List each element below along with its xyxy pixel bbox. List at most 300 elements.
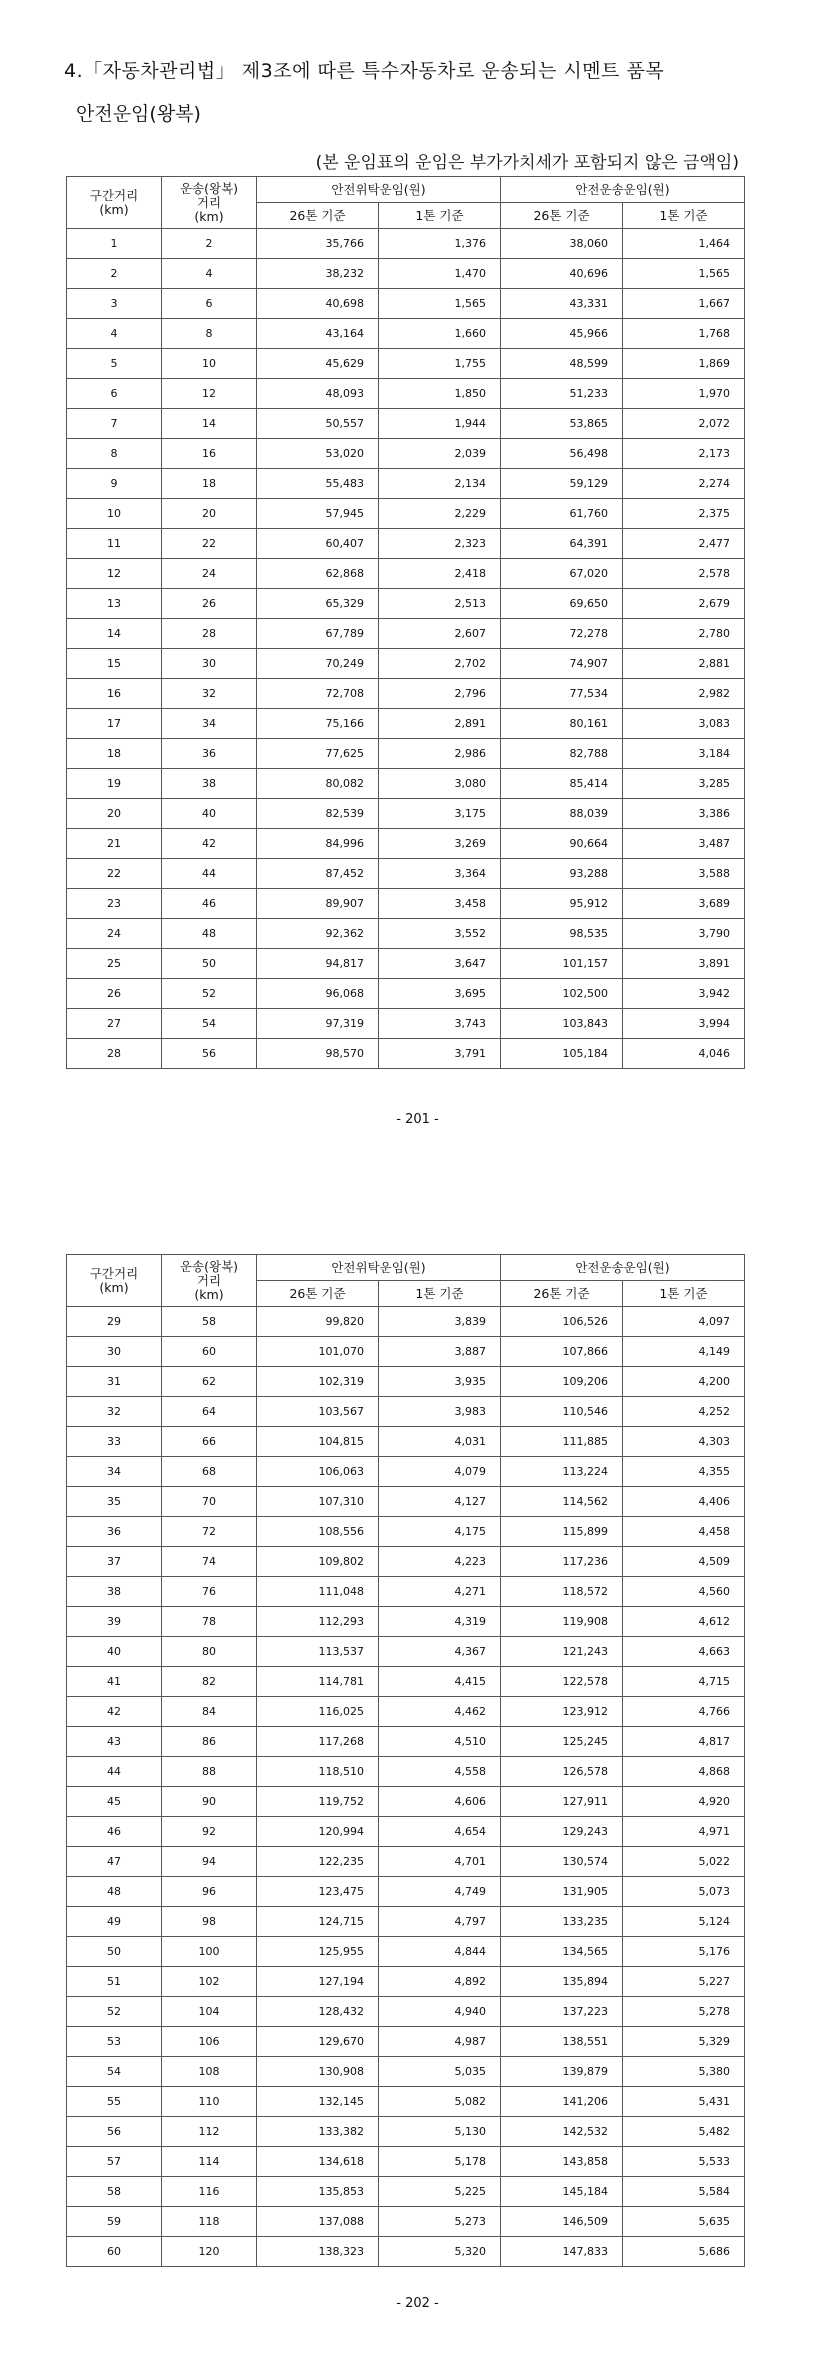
cell-transport-26t: 77,534 [501,679,623,709]
cell-consign-26t: 113,537 [257,1637,379,1667]
cell-haul-distance: 86 [162,1727,257,1757]
cell-consign-26t: 40,698 [257,289,379,319]
cell-haul-distance: 70 [162,1487,257,1517]
cell-transport-1t: 5,176 [623,1937,745,1967]
cell-transport-26t: 133,235 [501,1907,623,1937]
cell-consign-26t: 109,802 [257,1547,379,1577]
cell-haul-distance: 52 [162,979,257,1009]
cell-transport-26t: 98,535 [501,919,623,949]
table-row [67,1787,745,1817]
cell-transport-26t: 142,532 [501,2117,623,2147]
cell-consign-1t: 2,986 [379,739,501,769]
cell-consign-26t: 112,293 [257,1607,379,1637]
cell-section-distance: 37 [67,1547,162,1577]
cell-transport-26t: 131,905 [501,1877,623,1907]
table-row [67,619,745,649]
cell-consign-26t: 120,994 [257,1817,379,1847]
table-row [67,1397,745,1427]
cell-consign-1t: 3,175 [379,799,501,829]
header-consign-rate: 안전위탁운임(원) [257,1255,501,1281]
cell-consign-26t: 70,249 [257,649,379,679]
cell-transport-1t: 4,046 [623,1039,745,1069]
cell-transport-1t: 2,982 [623,679,745,709]
cell-section-distance: 25 [67,949,162,979]
cell-transport-1t: 3,790 [623,919,745,949]
cell-consign-1t: 4,606 [379,1787,501,1817]
cell-section-distance: 29 [67,1307,162,1337]
cell-consign-26t: 72,708 [257,679,379,709]
cell-haul-distance: 22 [162,529,257,559]
cell-transport-1t: 4,560 [623,1577,745,1607]
cell-transport-1t: 3,386 [623,799,745,829]
table-row [67,1997,745,2027]
cell-haul-distance: 104 [162,1997,257,2027]
table-row [67,1817,745,1847]
cell-transport-26t: 145,184 [501,2177,623,2207]
cell-consign-26t: 50,557 [257,409,379,439]
cell-haul-distance: 80 [162,1637,257,1667]
cell-consign-26t: 133,382 [257,2117,379,2147]
table-row [67,2207,745,2237]
cell-section-distance: 17 [67,709,162,739]
cell-consign-1t: 2,134 [379,469,501,499]
cell-haul-distance: 120 [162,2237,257,2267]
cell-haul-distance: 66 [162,1427,257,1457]
cell-section-distance: 49 [67,1907,162,1937]
cell-transport-26t: 43,331 [501,289,623,319]
cell-consign-26t: 101,070 [257,1337,379,1367]
table-row [67,409,745,439]
table-row [67,529,745,559]
cell-transport-26t: 127,911 [501,1787,623,1817]
cell-section-distance: 46 [67,1817,162,1847]
cell-transport-26t: 129,243 [501,1817,623,1847]
cell-transport-1t: 2,679 [623,589,745,619]
cell-transport-26t: 74,907 [501,649,623,679]
table-row [67,349,745,379]
cell-transport-1t: 5,533 [623,2147,745,2177]
cell-consign-1t: 4,367 [379,1637,501,1667]
cell-transport-1t: 4,355 [623,1457,745,1487]
cell-consign-26t: 99,820 [257,1307,379,1337]
cell-transport-1t: 5,686 [623,2237,745,2267]
cell-transport-1t: 3,184 [623,739,745,769]
cell-transport-26t: 110,546 [501,1397,623,1427]
cell-consign-26t: 65,329 [257,589,379,619]
cell-haul-distance: 18 [162,469,257,499]
cell-transport-1t: 4,303 [623,1427,745,1457]
cell-haul-distance: 108 [162,2057,257,2087]
header-haul-distance: 운송(왕복) 거리 (km) [162,1255,257,1307]
cell-haul-distance: 102 [162,1967,257,1997]
cell-haul-distance: 6 [162,289,257,319]
cell-transport-26t: 137,223 [501,1997,623,2027]
cell-section-distance: 44 [67,1757,162,1787]
cell-section-distance: 60 [67,2237,162,2267]
cell-consign-1t: 2,796 [379,679,501,709]
cell-haul-distance: 96 [162,1877,257,1907]
cell-haul-distance: 64 [162,1397,257,1427]
table-row [67,2117,745,2147]
cell-consign-1t: 1,660 [379,319,501,349]
cell-consign-26t: 123,475 [257,1877,379,1907]
table-row [67,1877,745,1907]
cell-haul-distance: 60 [162,1337,257,1367]
cell-section-distance: 7 [67,409,162,439]
cell-section-distance: 12 [67,559,162,589]
cell-consign-26t: 98,570 [257,1039,379,1069]
cell-consign-26t: 130,908 [257,2057,379,2087]
table-row [67,319,745,349]
cell-consign-1t: 4,415 [379,1667,501,1697]
cell-transport-26t: 45,966 [501,319,623,349]
header-section-distance: 구간거리 (km) [67,177,162,229]
header-transport-rate: 안전운송운임(원) [501,177,745,203]
cell-haul-distance: 42 [162,829,257,859]
cell-section-distance: 6 [67,379,162,409]
cell-transport-1t: 3,285 [623,769,745,799]
cell-section-distance: 33 [67,1427,162,1457]
cell-section-distance: 31 [67,1367,162,1397]
cell-transport-26t: 114,562 [501,1487,623,1517]
table-row [67,2147,745,2177]
cell-section-distance: 22 [67,859,162,889]
section-heading: 4.「자동차관리법」 제3조에 따른 특수자동차로 운송되는 시멘트 품목 [64,60,665,82]
table-row [67,1547,745,1577]
table-row [67,1757,745,1787]
cell-haul-distance: 100 [162,1937,257,1967]
cell-section-distance: 36 [67,1517,162,1547]
cell-transport-1t: 5,022 [623,1847,745,1877]
cell-transport-1t: 4,663 [623,1637,745,1667]
table-row [67,379,745,409]
cell-haul-distance: 26 [162,589,257,619]
cell-consign-26t: 67,789 [257,619,379,649]
table-row [67,2027,745,2057]
cell-consign-1t: 4,462 [379,1697,501,1727]
rate-table-page-201 [66,176,745,1069]
table-row [67,949,745,979]
cell-haul-distance: 110 [162,2087,257,2117]
cell-transport-26t: 48,599 [501,349,623,379]
cell-section-distance: 24 [67,919,162,949]
cell-transport-1t: 2,881 [623,649,745,679]
cell-consign-1t: 5,082 [379,2087,501,2117]
cell-transport-1t: 4,200 [623,1367,745,1397]
cell-consign-26t: 132,145 [257,2087,379,2117]
cell-section-distance: 10 [67,499,162,529]
cell-transport-1t: 5,124 [623,1907,745,1937]
table-row [67,1637,745,1667]
cell-haul-distance: 12 [162,379,257,409]
cell-section-distance: 5 [67,349,162,379]
cell-transport-1t: 1,869 [623,349,745,379]
cell-consign-26t: 84,996 [257,829,379,859]
cell-section-distance: 34 [67,1457,162,1487]
cell-transport-1t: 4,766 [623,1697,745,1727]
cell-consign-26t: 53,020 [257,439,379,469]
cell-transport-26t: 59,129 [501,469,623,499]
cell-section-distance: 1 [67,229,162,259]
table-row [67,1907,745,1937]
cell-transport-1t: 2,274 [623,469,745,499]
cell-transport-1t: 1,565 [623,259,745,289]
cell-consign-26t: 92,362 [257,919,379,949]
cell-consign-26t: 107,310 [257,1487,379,1517]
cell-consign-1t: 3,080 [379,769,501,799]
table-row [67,469,745,499]
cell-consign-26t: 43,164 [257,319,379,349]
cell-section-distance: 27 [67,1009,162,1039]
cell-consign-1t: 4,319 [379,1607,501,1637]
cell-haul-distance: 14 [162,409,257,439]
cell-consign-26t: 45,629 [257,349,379,379]
cell-section-distance: 19 [67,769,162,799]
table-row [67,229,745,259]
cell-transport-26t: 38,060 [501,229,623,259]
cell-consign-1t: 3,935 [379,1367,501,1397]
cell-section-distance: 20 [67,799,162,829]
table-row [67,1517,745,1547]
cell-transport-1t: 3,689 [623,889,745,919]
cell-section-distance: 11 [67,529,162,559]
cell-section-distance: 55 [67,2087,162,2117]
cell-transport-26t: 130,574 [501,1847,623,1877]
cell-section-distance: 51 [67,1967,162,1997]
table-row [67,1009,745,1039]
cell-transport-1t: 4,097 [623,1307,745,1337]
cell-transport-26t: 40,696 [501,259,623,289]
cell-transport-26t: 111,885 [501,1427,623,1457]
cell-section-distance: 13 [67,589,162,619]
cell-consign-1t: 5,225 [379,2177,501,2207]
cell-consign-1t: 4,654 [379,1817,501,1847]
page-number-202: - 202 - [396,2296,439,2311]
cell-transport-26t: 80,161 [501,709,623,739]
cell-consign-26t: 94,817 [257,949,379,979]
cell-transport-1t: 5,482 [623,2117,745,2147]
cell-consign-26t: 138,323 [257,2237,379,2267]
rate-table-page-202 [66,1254,745,2267]
cell-consign-26t: 97,319 [257,1009,379,1039]
cell-consign-1t: 4,223 [379,1547,501,1577]
cell-section-distance: 3 [67,289,162,319]
cell-consign-26t: 116,025 [257,1697,379,1727]
cell-transport-1t: 4,817 [623,1727,745,1757]
cell-transport-1t: 5,380 [623,2057,745,2087]
cell-consign-26t: 60,407 [257,529,379,559]
cell-section-distance: 54 [67,2057,162,2087]
cell-haul-distance: 44 [162,859,257,889]
table-row [67,289,745,319]
cell-consign-26t: 35,766 [257,229,379,259]
cell-section-distance: 50 [67,1937,162,1967]
cell-section-distance: 43 [67,1727,162,1757]
cell-transport-26t: 85,414 [501,769,623,799]
table-row [67,919,745,949]
cell-transport-26t: 67,020 [501,559,623,589]
cell-transport-26t: 95,912 [501,889,623,919]
cell-transport-1t: 1,970 [623,379,745,409]
cell-consign-1t: 4,797 [379,1907,501,1937]
cell-consign-1t: 3,839 [379,1307,501,1337]
cell-consign-26t: 102,319 [257,1367,379,1397]
cell-consign-26t: 118,510 [257,1757,379,1787]
cell-haul-distance: 118 [162,2207,257,2237]
cell-consign-26t: 127,194 [257,1967,379,1997]
cell-consign-1t: 4,127 [379,1487,501,1517]
cell-transport-26t: 138,551 [501,2027,623,2057]
cell-haul-distance: 114 [162,2147,257,2177]
cell-haul-distance: 88 [162,1757,257,1787]
header-section-distance: 구간거리 (km) [67,1255,162,1307]
cell-consign-26t: 75,166 [257,709,379,739]
table-row [67,439,745,469]
cell-consign-26t: 104,815 [257,1427,379,1457]
cell-transport-1t: 5,635 [623,2207,745,2237]
cell-transport-26t: 122,578 [501,1667,623,1697]
cell-haul-distance: 4 [162,259,257,289]
table-row [67,559,745,589]
table-row [67,1667,745,1697]
cell-transport-1t: 4,252 [623,1397,745,1427]
cell-transport-26t: 106,526 [501,1307,623,1337]
cell-transport-1t: 4,715 [623,1667,745,1697]
cell-transport-26t: 141,206 [501,2087,623,2117]
cell-haul-distance: 58 [162,1307,257,1337]
table-row [67,1457,745,1487]
cell-haul-distance: 72 [162,1517,257,1547]
cell-section-distance: 58 [67,2177,162,2207]
cell-haul-distance: 94 [162,1847,257,1877]
cell-section-distance: 57 [67,2147,162,2177]
cell-transport-1t: 1,667 [623,289,745,319]
cell-transport-1t: 4,406 [623,1487,745,1517]
table-row [67,829,745,859]
cell-section-distance: 30 [67,1337,162,1367]
cell-consign-1t: 2,607 [379,619,501,649]
cell-haul-distance: 2 [162,229,257,259]
cell-transport-26t: 143,858 [501,2147,623,2177]
cell-consign-1t: 1,470 [379,259,501,289]
cell-transport-26t: 126,578 [501,1757,623,1787]
cell-consign-1t: 2,891 [379,709,501,739]
cell-transport-1t: 4,920 [623,1787,745,1817]
table-row [67,1307,745,1337]
table-row [67,1487,745,1517]
cell-consign-1t: 4,079 [379,1457,501,1487]
cell-transport-1t: 5,278 [623,1997,745,2027]
cell-transport-1t: 3,891 [623,949,745,979]
cell-haul-distance: 48 [162,919,257,949]
cell-transport-26t: 147,833 [501,2237,623,2267]
cell-section-distance: 15 [67,649,162,679]
cell-consign-26t: 117,268 [257,1727,379,1757]
cell-consign-26t: 124,715 [257,1907,379,1937]
table-row [67,1847,745,1877]
cell-consign-1t: 4,271 [379,1577,501,1607]
cell-section-distance: 42 [67,1697,162,1727]
cell-consign-1t: 3,887 [379,1337,501,1367]
cell-haul-distance: 98 [162,1907,257,1937]
cell-consign-1t: 4,892 [379,1967,501,1997]
cell-transport-1t: 4,868 [623,1757,745,1787]
cell-section-distance: 8 [67,439,162,469]
cell-haul-distance: 8 [162,319,257,349]
cell-consign-1t: 5,130 [379,2117,501,2147]
cell-consign-1t: 3,458 [379,889,501,919]
table-row [67,1577,745,1607]
cell-consign-1t: 4,987 [379,2027,501,2057]
cell-transport-1t: 1,768 [623,319,745,349]
cell-consign-26t: 103,567 [257,1397,379,1427]
cell-haul-distance: 92 [162,1817,257,1847]
cell-section-distance: 48 [67,1877,162,1907]
cell-transport-1t: 5,227 [623,1967,745,1997]
cell-transport-26t: 56,498 [501,439,623,469]
cell-transport-1t: 1,464 [623,229,745,259]
cell-haul-distance: 112 [162,2117,257,2147]
cell-consign-26t: 119,752 [257,1787,379,1817]
cell-transport-1t: 2,375 [623,499,745,529]
cell-haul-distance: 10 [162,349,257,379]
table-row [67,709,745,739]
cell-section-distance: 45 [67,1787,162,1817]
cell-transport-26t: 109,206 [501,1367,623,1397]
cell-consign-1t: 5,320 [379,2237,501,2267]
cell-transport-26t: 93,288 [501,859,623,889]
cell-transport-26t: 69,650 [501,589,623,619]
cell-haul-distance: 36 [162,739,257,769]
cell-consign-26t: 137,088 [257,2207,379,2237]
cell-transport-1t: 2,072 [623,409,745,439]
cell-haul-distance: 38 [162,769,257,799]
cell-transport-26t: 135,894 [501,1967,623,1997]
cell-transport-26t: 90,664 [501,829,623,859]
cell-consign-26t: 96,068 [257,979,379,1009]
cell-haul-distance: 90 [162,1787,257,1817]
cell-section-distance: 39 [67,1607,162,1637]
cell-haul-distance: 32 [162,679,257,709]
table-row [67,649,745,679]
header-consign-1t: 1톤 기준 [379,1281,501,1307]
cell-transport-26t: 119,908 [501,1607,623,1637]
cell-consign-1t: 3,269 [379,829,501,859]
cell-transport-26t: 105,184 [501,1039,623,1069]
cell-section-distance: 35 [67,1487,162,1517]
cell-transport-1t: 4,458 [623,1517,745,1547]
cell-consign-26t: 135,853 [257,2177,379,2207]
cell-transport-1t: 3,588 [623,859,745,889]
cell-transport-1t: 4,149 [623,1337,745,1367]
table-row [67,889,745,919]
cell-section-distance: 41 [67,1667,162,1697]
cell-section-distance: 52 [67,1997,162,2027]
vat-note: (본 운임표의 운임은 부가가치세가 포함되지 않은 금액임) [315,153,739,173]
cell-consign-1t: 4,940 [379,1997,501,2027]
cell-consign-1t: 3,983 [379,1397,501,1427]
cell-transport-1t: 3,994 [623,1009,745,1039]
cell-section-distance: 38 [67,1577,162,1607]
cell-consign-1t: 2,323 [379,529,501,559]
cell-consign-1t: 3,743 [379,1009,501,1039]
table-row [67,1367,745,1397]
cell-consign-26t: 114,781 [257,1667,379,1697]
table-row [67,589,745,619]
cell-consign-26t: 77,625 [257,739,379,769]
cell-section-distance: 14 [67,619,162,649]
cell-consign-1t: 4,844 [379,1937,501,1967]
